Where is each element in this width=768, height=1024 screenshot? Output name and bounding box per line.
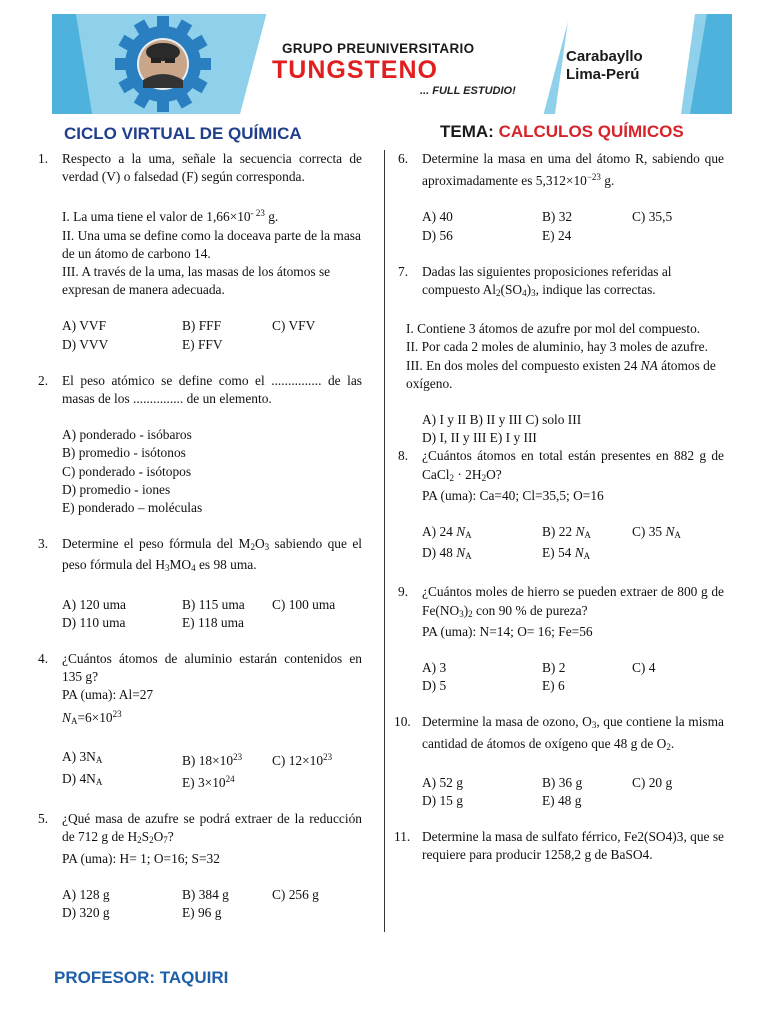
option-e[interactable]: E) 118 uma <box>182 614 244 630</box>
question-text: ¿Cuántos átomos en total están presentes en 882 g de CaCl$_2$ · $2H_2O$? <box>422 448 724 483</box>
option-b[interactable]: B) 22 $N_A$ <box>542 524 591 541</box>
avogadro-constant: $N_A=6\times 10^{23}$ <box>62 708 122 726</box>
option-a[interactable]: A) 3 <box>422 660 447 676</box>
option-a[interactable]: A) 120 uma <box>62 596 126 612</box>
question-7 <box>398 263 724 302</box>
option-b[interactable]: B) 115 uma <box>182 596 245 612</box>
question-number: 9. <box>398 584 409 600</box>
atomic-masses: PA (uma): N=14; O= 16; Fe=56 <box>422 623 593 639</box>
group-title: GRUPO PREUNIVERSITARIO <box>282 41 475 56</box>
option-b[interactable]: B) promedio - isótonos <box>62 445 186 461</box>
options-row[interactable]: A) I y II B) II y III C) solo III <box>422 412 582 428</box>
option-d[interactable]: D) VVV <box>62 336 109 352</box>
option-d[interactable]: D) 15 g <box>422 793 463 809</box>
option-c[interactable]: C) $12\times 10^{23}$ <box>272 751 333 768</box>
option-b[interactable]: B) 2 <box>542 660 566 676</box>
statement: II. Por cada 2 moles de aluminio, hay 3 moles de azufre. <box>406 339 708 355</box>
option-c[interactable]: C) 35 $N_A$ <box>632 524 681 541</box>
course-title: CICLO VIRTUAL DE QUÍMICA <box>64 124 302 143</box>
option-a[interactable]: A) 128 g <box>62 886 110 902</box>
option-d[interactable]: D) 110 uma <box>62 614 126 630</box>
question-7-options <box>398 411 724 447</box>
question-1 <box>38 150 362 354</box>
question-number: 4. <box>38 651 49 667</box>
question-8 <box>398 447 724 565</box>
option-a[interactable]: A) $3N_A$ <box>62 748 103 765</box>
option-d[interactable]: D) 5 <box>422 678 447 694</box>
answer-options <box>422 659 724 695</box>
option-d[interactable]: D) 48 $N_A$ <box>422 545 472 562</box>
question-number: 3. <box>38 536 49 552</box>
option-c[interactable]: C) 35,5 <box>632 209 673 225</box>
topic-label: TEMA: <box>440 122 494 141</box>
option-b[interactable]: B) 36 g <box>542 774 583 790</box>
option-e[interactable]: E) 48 g <box>542 793 582 809</box>
question-number: 7. <box>398 263 409 279</box>
option-c[interactable]: C) VFV <box>272 318 316 334</box>
question-number: 2. <box>38 372 49 388</box>
atomic-masses: PA (uma): Ca=40; Cl=35,5; O=16 <box>422 487 604 503</box>
question-text: Dadas las siguientes proposiciones referidas al compuesto $Al_2(SO_4)_3$, indique las correctas. <box>422 263 672 299</box>
question-9 <box>398 583 724 695</box>
location-city: Lima-Perú <box>566 66 640 83</box>
column-divider <box>384 150 385 932</box>
right-column <box>394 150 724 865</box>
option-d[interactable]: D) 320 g <box>62 905 110 921</box>
brand-tagline: ... FULL ESTUDIO! <box>420 85 516 97</box>
option-c[interactable]: C) 256 g <box>272 886 319 902</box>
option-d[interactable]: D) $4N_A$ <box>62 771 103 788</box>
question-2 <box>38 372 362 517</box>
teacher-name: PROFESOR: TAQUIRI <box>54 968 229 987</box>
question-text: Determine la masa de ozono, $O_3$, que contiene la misma cantidad de átomos de oxígeno que 48 g de $O_2$. <box>422 714 724 752</box>
question-6 <box>398 150 724 245</box>
left-column <box>38 150 362 922</box>
option-e[interactable]: E) ponderado – moléculas <box>62 500 203 516</box>
option-a[interactable]: A) 24 $N_A$ <box>422 524 472 541</box>
option-d[interactable]: D) 56 <box>422 227 453 243</box>
answer-options <box>422 523 724 565</box>
option-a[interactable]: A) ponderado - isóbaros <box>62 427 192 443</box>
option-b[interactable]: B) 32 <box>542 209 573 225</box>
question-text: ¿Qué masa de azufre se podrá extraer de la reducción de 712 g de $H_2S_2O_7$? <box>62 811 362 846</box>
question-number: 8. <box>398 448 409 464</box>
question-number: 10. <box>394 714 411 730</box>
option-b[interactable]: B) 384 g <box>182 886 229 902</box>
option-a[interactable]: A) 40 <box>422 209 453 225</box>
topic-heading <box>440 122 684 142</box>
question-number: 11. <box>394 829 411 845</box>
statement: II. Una uma se define como la doceava parte de la masa de un átomo de carbono 14. <box>62 227 361 261</box>
question-4 <box>38 650 362 792</box>
question-text: ¿Cuántos moles de hierro se pueden extraer de 800 g de $Fe(NO_3)_2$ con 90 % de pureza? <box>422 584 724 619</box>
option-a[interactable]: A) VVF <box>62 318 107 334</box>
statement: I. La uma tiene el valor de $1,66\times 10^{- 23}$ g. <box>62 208 279 225</box>
question-text: Determine la masa en uma del átomo R, sabiendo que aproximadamente es $5,312\times 10^{-23}$ g. <box>422 151 724 189</box>
atomic-masses: PA (uma): H= 1; O=16; S=32 <box>62 850 220 866</box>
option-b[interactable]: B) $18\times 10^{23}$ <box>182 751 243 768</box>
topic-value: CALCULOS QUÍMICOS <box>498 122 684 141</box>
question-3 <box>38 535 362 632</box>
answer-options <box>62 596 362 632</box>
option-e[interactable]: E) $3\times 10^{24}$ <box>182 774 235 791</box>
option-e[interactable]: E) 6 <box>542 678 565 694</box>
option-a[interactable]: A) 52 g <box>422 774 463 790</box>
option-d[interactable]: D) promedio - iones <box>62 481 171 497</box>
question-11 <box>394 828 724 864</box>
atomic-masses: PA (uma): Al=27 <box>62 687 154 703</box>
statement: III. A través de la uma, las masas de los átomos se expresan de manera adecuada. <box>62 264 331 298</box>
option-c[interactable]: C) ponderado - isótopos <box>62 463 192 479</box>
answer-options <box>422 774 724 810</box>
option-e[interactable]: E) FFV <box>182 336 223 352</box>
question-text: Determine la masa de sulfato férrico, Fe2(SO4)3, que se requiere para producir 1258,2 g de BaSO4. <box>422 829 724 863</box>
question-number: 1. <box>38 151 49 166</box>
question-number: 6. <box>398 151 409 166</box>
option-e[interactable]: E) 96 g <box>182 905 222 921</box>
options-row[interactable]: D) I, II y III E) I y III <box>422 430 537 446</box>
question-5 <box>38 810 362 922</box>
option-c[interactable]: C) 4 <box>632 660 656 676</box>
location <box>566 48 643 84</box>
location-district: Carabayllo <box>566 48 643 65</box>
option-c[interactable]: C) 100 uma <box>272 596 336 612</box>
gear-logo-icon <box>92 16 234 112</box>
brand-name: TUNGSTENO <box>272 56 438 84</box>
question-text: El peso atómico se define como el ............... de las masas de los ............... de un elemento. <box>62 372 362 407</box>
question-10 <box>394 713 724 810</box>
option-b[interactable]: B) FFF <box>182 318 222 334</box>
header-banner <box>0 0 768 120</box>
question-text: Determine el peso fórmula del $M_2O_3$ sabiendo que el peso fórmula del $H_3MO_4$ es 98 uma. <box>62 536 362 574</box>
option-e[interactable]: E) 24 <box>542 227 572 243</box>
question-text: Respecto a la uma, señale la secuencia correcta de verdad (V) o falsedad (F) según corresponda. <box>62 151 362 185</box>
option-c[interactable]: C) 20 g <box>632 774 673 790</box>
statement: III. En dos moles del compuesto existen 24 NA átomos de oxígeno. <box>406 357 716 391</box>
question-number: 5. <box>38 811 49 827</box>
answer-options <box>62 748 362 792</box>
question-text: ¿Cuántos átomos de aluminio estarán contenidos en 135 g? <box>62 651 362 685</box>
option-e[interactable]: E) 54 $N_A$ <box>542 545 591 562</box>
answer-options <box>62 886 362 922</box>
answer-options <box>422 208 724 244</box>
statement: I. Contiene 3 átomos de azufre por mol del compuesto. <box>406 321 701 337</box>
answer-options <box>62 317 362 353</box>
